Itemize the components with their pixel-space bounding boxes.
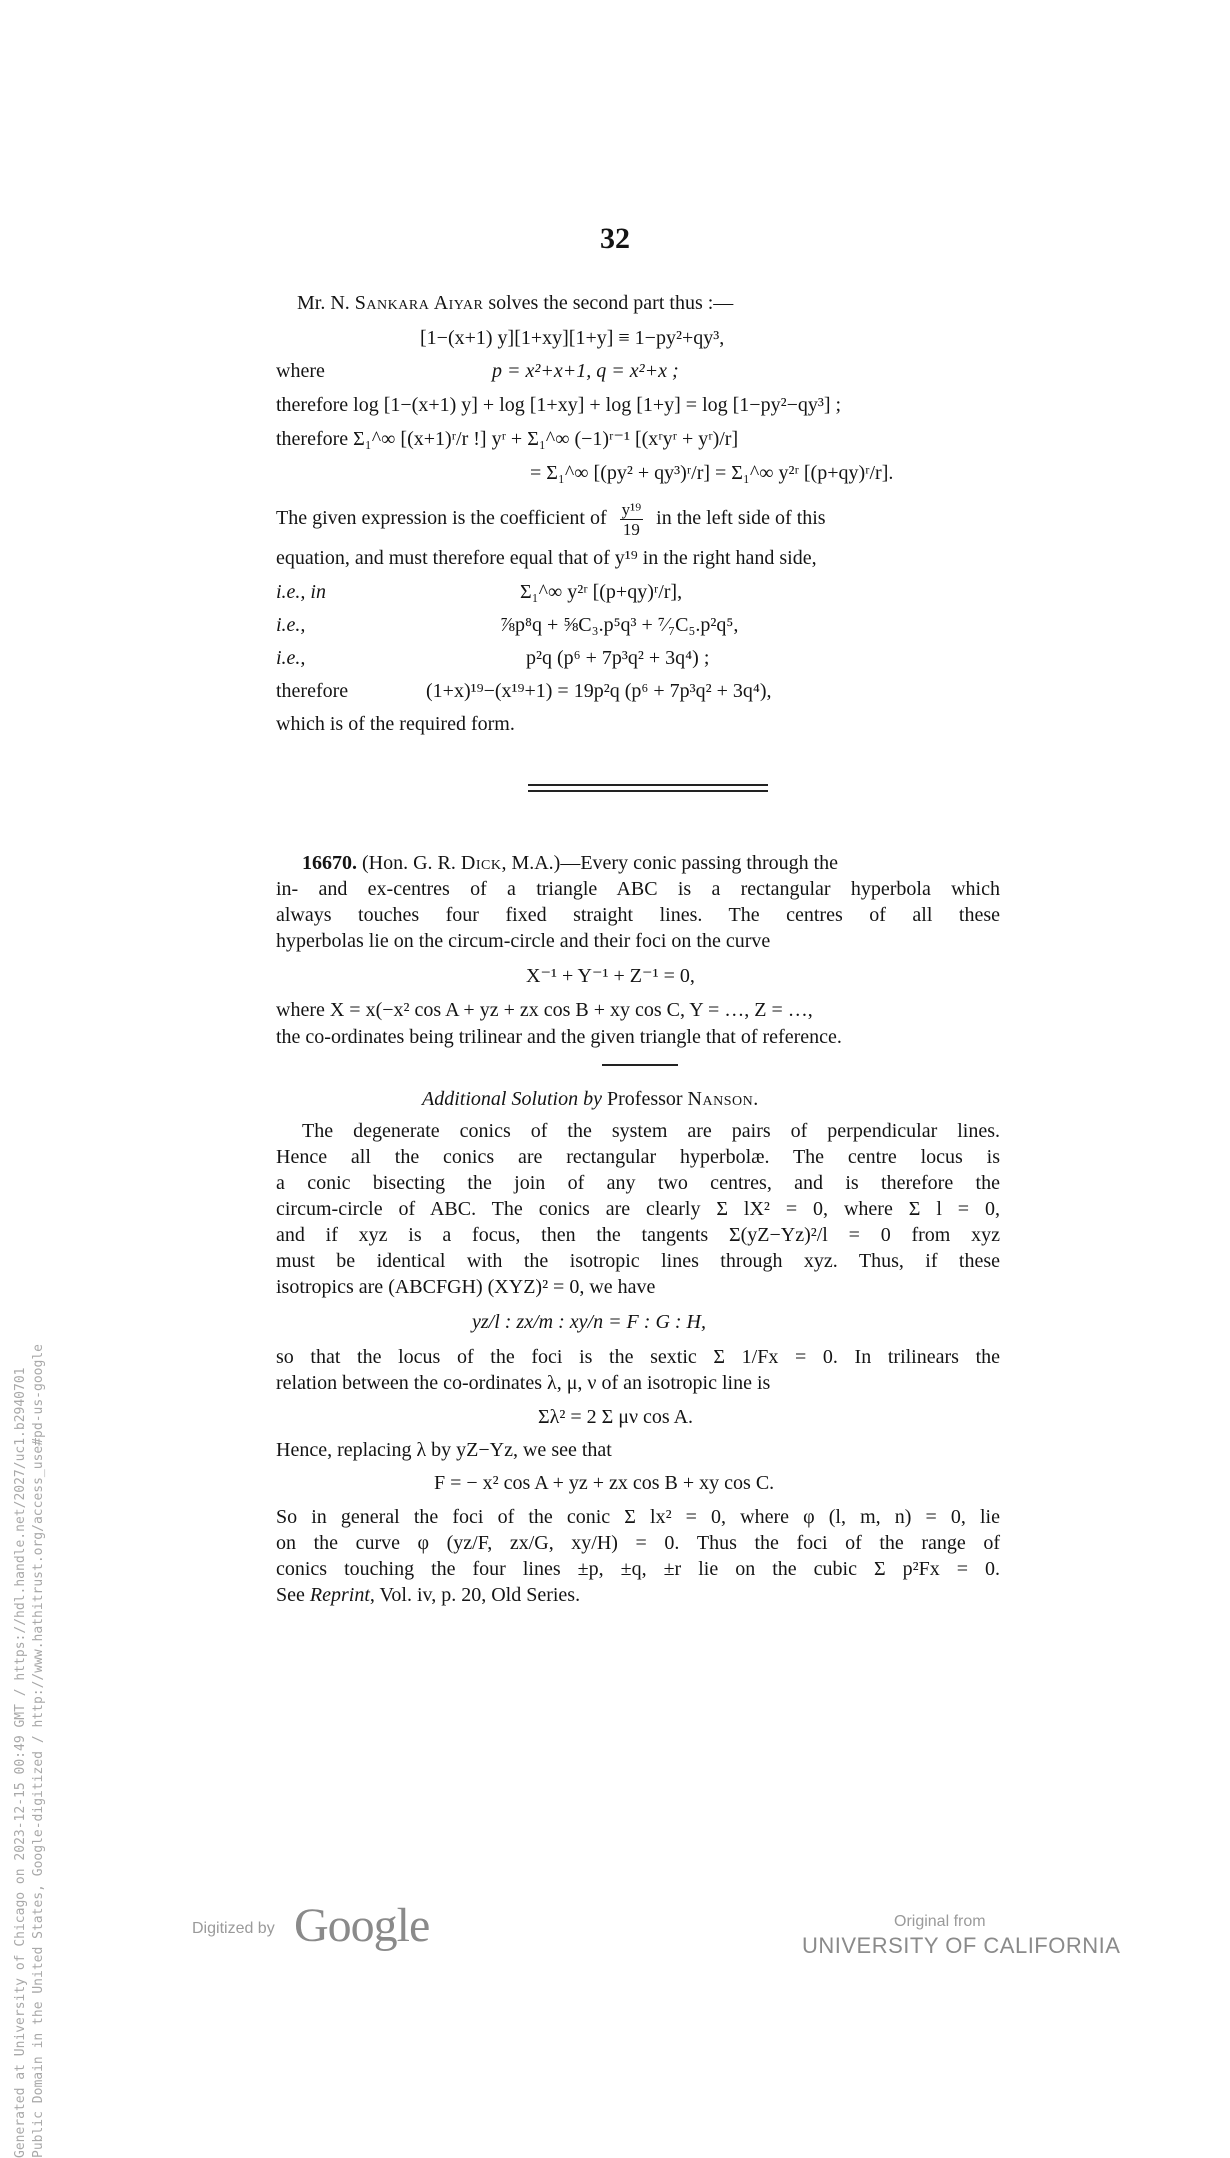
therefore-expression: (1+x)¹⁹−(x¹⁹+1) = 19p²q (p⁶ + 7p³q² + 3q⁴), (426, 680, 772, 702)
problem-line-1 (302, 850, 838, 876)
problem-author-a: (Hon. G. R. (362, 852, 461, 874)
intro-text-b: solves the second part thus :— (483, 292, 734, 314)
reprint-title: Reprint (309, 1584, 370, 1606)
given-text-b: in the left side of this (656, 507, 826, 530)
university-name: UNIVERSITY OF CALIFORNIA (802, 1933, 1121, 1958)
see-reprint-line (276, 1582, 580, 1608)
solution-equation-2: Σλ² = 2 Σ μν cos A. (538, 1406, 694, 1428)
margin-stamp-line-1: Generated at University of Chicago on 2023-12-15 00:49 GMT / https://hdl.handle.net/2027/uc1.b2940701 (13, 1367, 28, 2158)
ie-expression-2: ⅞p⁸q + ⅝C₃.p⁵q³ + ⁷⁄₇C₅.p²q⁵, (500, 614, 739, 636)
ie-expression-1: Σ₁^∞ y²ʳ [(p+qy)ʳ/r], (520, 581, 683, 603)
problem-where-line: where X = x(−x² cos A + yz + zx cos B + xy cos C, Y = …, Z = …, (276, 999, 813, 1021)
page-number: 32 (600, 222, 630, 255)
therefore-line-2: therefore Σ₁^∞ [(x+1)ʳ/r !] yʳ + Σ₁^∞ (−1)ʳ⁻¹ [(xʳyʳ + yʳ)/r] (276, 428, 739, 450)
equation-2: p = x²+x+1, q = x²+x ; (492, 360, 679, 382)
solution-heading-c: . (753, 1088, 759, 1110)
original-from-text: Original from (894, 1913, 986, 1930)
problem-line-2: in- and ex-centres of a triangle ABC is a rectangular hyperbola which (276, 878, 1000, 900)
ie-label-1: i.e., in (276, 581, 326, 603)
solution-heading (422, 1086, 758, 1112)
solution-author: Nanson (687, 1088, 754, 1110)
intro-text-a: Mr. N. (297, 292, 355, 314)
equation-line: equation, and must therefore equal that of y¹⁹ in the right hand side, (276, 547, 817, 569)
final-line: which is of the required form. (276, 713, 515, 735)
intro-line (297, 290, 733, 316)
problem-line-3: always touches four fixed straight lines. The centres of all these (276, 904, 1000, 926)
equation-1: [1−(x+1) y][1+xy][1+y] ≡ 1−py²+qy³, (420, 327, 725, 349)
solution-p2-b: relation between the co-ordinates λ, μ, ν of an isotropic line is (276, 1372, 771, 1394)
solution-p1-line: must be identical with the isotropic lines through xyz. Thus, if these (276, 1250, 1000, 1272)
ie-label-3: i.e., (276, 647, 306, 669)
ie-label-2: i.e., (276, 614, 306, 636)
solution-p4-line: So in general the foci of the conic Σ lx² = 0, where φ (l, m, n) = 0, lie (276, 1506, 1000, 1528)
given-text-a: The given expression is the coefficient of (276, 507, 607, 530)
solution-p1-line: and if xyz is a focus, then the tangents Σ(yZ−Yz)²/l = 0 from xyz (276, 1224, 1000, 1246)
given-line (276, 500, 826, 539)
ie-expression-3: p²q (p⁶ + 7p³q² + 3q⁴) ; (526, 647, 710, 669)
solution-p1-line: Hence all the conics are rectangular hyperbolæ. The centre locus is (276, 1146, 1000, 1168)
solution-heading-b: Professor (602, 1088, 688, 1110)
margin-stamp (12, 1158, 48, 2158)
solution-p4-line: conics touching the four lines ±p, ±q, ±r lie on the cubic Σ p²Fx = 0. (276, 1558, 1000, 1580)
fraction-numerator: y¹⁹ (621, 500, 642, 519)
short-rule (602, 1064, 678, 1066)
google-logo: Google (294, 1899, 430, 1952)
solution-p1-line: circum-circle of ABC. The conics are clearly Σ lX² = 0, where Σ l = 0, (276, 1198, 1000, 1220)
where-label: where (276, 360, 325, 382)
therefore-label: therefore (276, 680, 349, 702)
margin-stamp-line-2: Public Domain in the United States, Google-digitized / http://www.hathitrust.org/access_use#pd-us-google (31, 1344, 46, 2158)
solution-p1-line: a conic bisecting the join of any two centres, and is therefore the (276, 1172, 1000, 1194)
solution-p2-a: so that the locus of the foci is the sextic Σ 1/Fx = 0. In trilinears the (276, 1346, 1000, 1368)
problem-equation: X⁻¹ + Y⁻¹ + Z⁻¹ = 0, (526, 965, 695, 987)
problem-number: 16670. (302, 852, 357, 874)
problem-author: Dick (460, 852, 502, 874)
solution-p1-line: The degenerate conics of the system are pairs of perpendicular lines. (302, 1120, 1000, 1142)
digitized-by-text: Digitized by (192, 1920, 275, 1937)
given-fraction (620, 500, 644, 539)
see-text-b: , Vol. iv, p. 20, Old Series. (369, 1584, 581, 1606)
double-rule-bottom (528, 790, 768, 792)
equation-3: = Σ₁^∞ [(py² + qy³)ʳ/r] = Σ₁^∞ y²ʳ [(p+qy)ʳ/r]. (530, 462, 894, 484)
problem-last-line: the co-ordinates being trilinear and the given triangle that of reference. (276, 1026, 842, 1048)
see-text-a: See (276, 1584, 310, 1606)
solution-p3: Hence, replacing λ by yZ−Yz, we see that (276, 1439, 612, 1461)
problem-author-b: , M.A.)—Every conic passing through the (501, 852, 839, 874)
solution-p4-line: on the curve φ (yz/F, zx/G, xy/H) = 0. Thus the foci of the range of (276, 1532, 1000, 1554)
solution-equation-1: yz/l : zx/m : xy/n = F : G : H, (472, 1311, 706, 1333)
intro-author: Sankara Aiyar (354, 292, 484, 314)
solution-p1-last: isotropics are (ABCFGH) (XYZ)² = 0, we have (276, 1276, 656, 1298)
solution-equation-3: F = − x² cos A + yz + zx cos B + xy cos C. (434, 1472, 775, 1494)
problem-line-4: hyperbolas lie on the circum-circle and their foci on the curve (276, 930, 771, 952)
solution-heading-a: Additional Solution by (422, 1088, 602, 1110)
fraction-denominator: 19 (622, 520, 640, 539)
therefore-line-1: therefore log [1−(x+1) y] + log [1+xy] + log [1+y] = log [1−py²−qy³] ; (276, 394, 842, 416)
double-rule-top (528, 784, 768, 786)
